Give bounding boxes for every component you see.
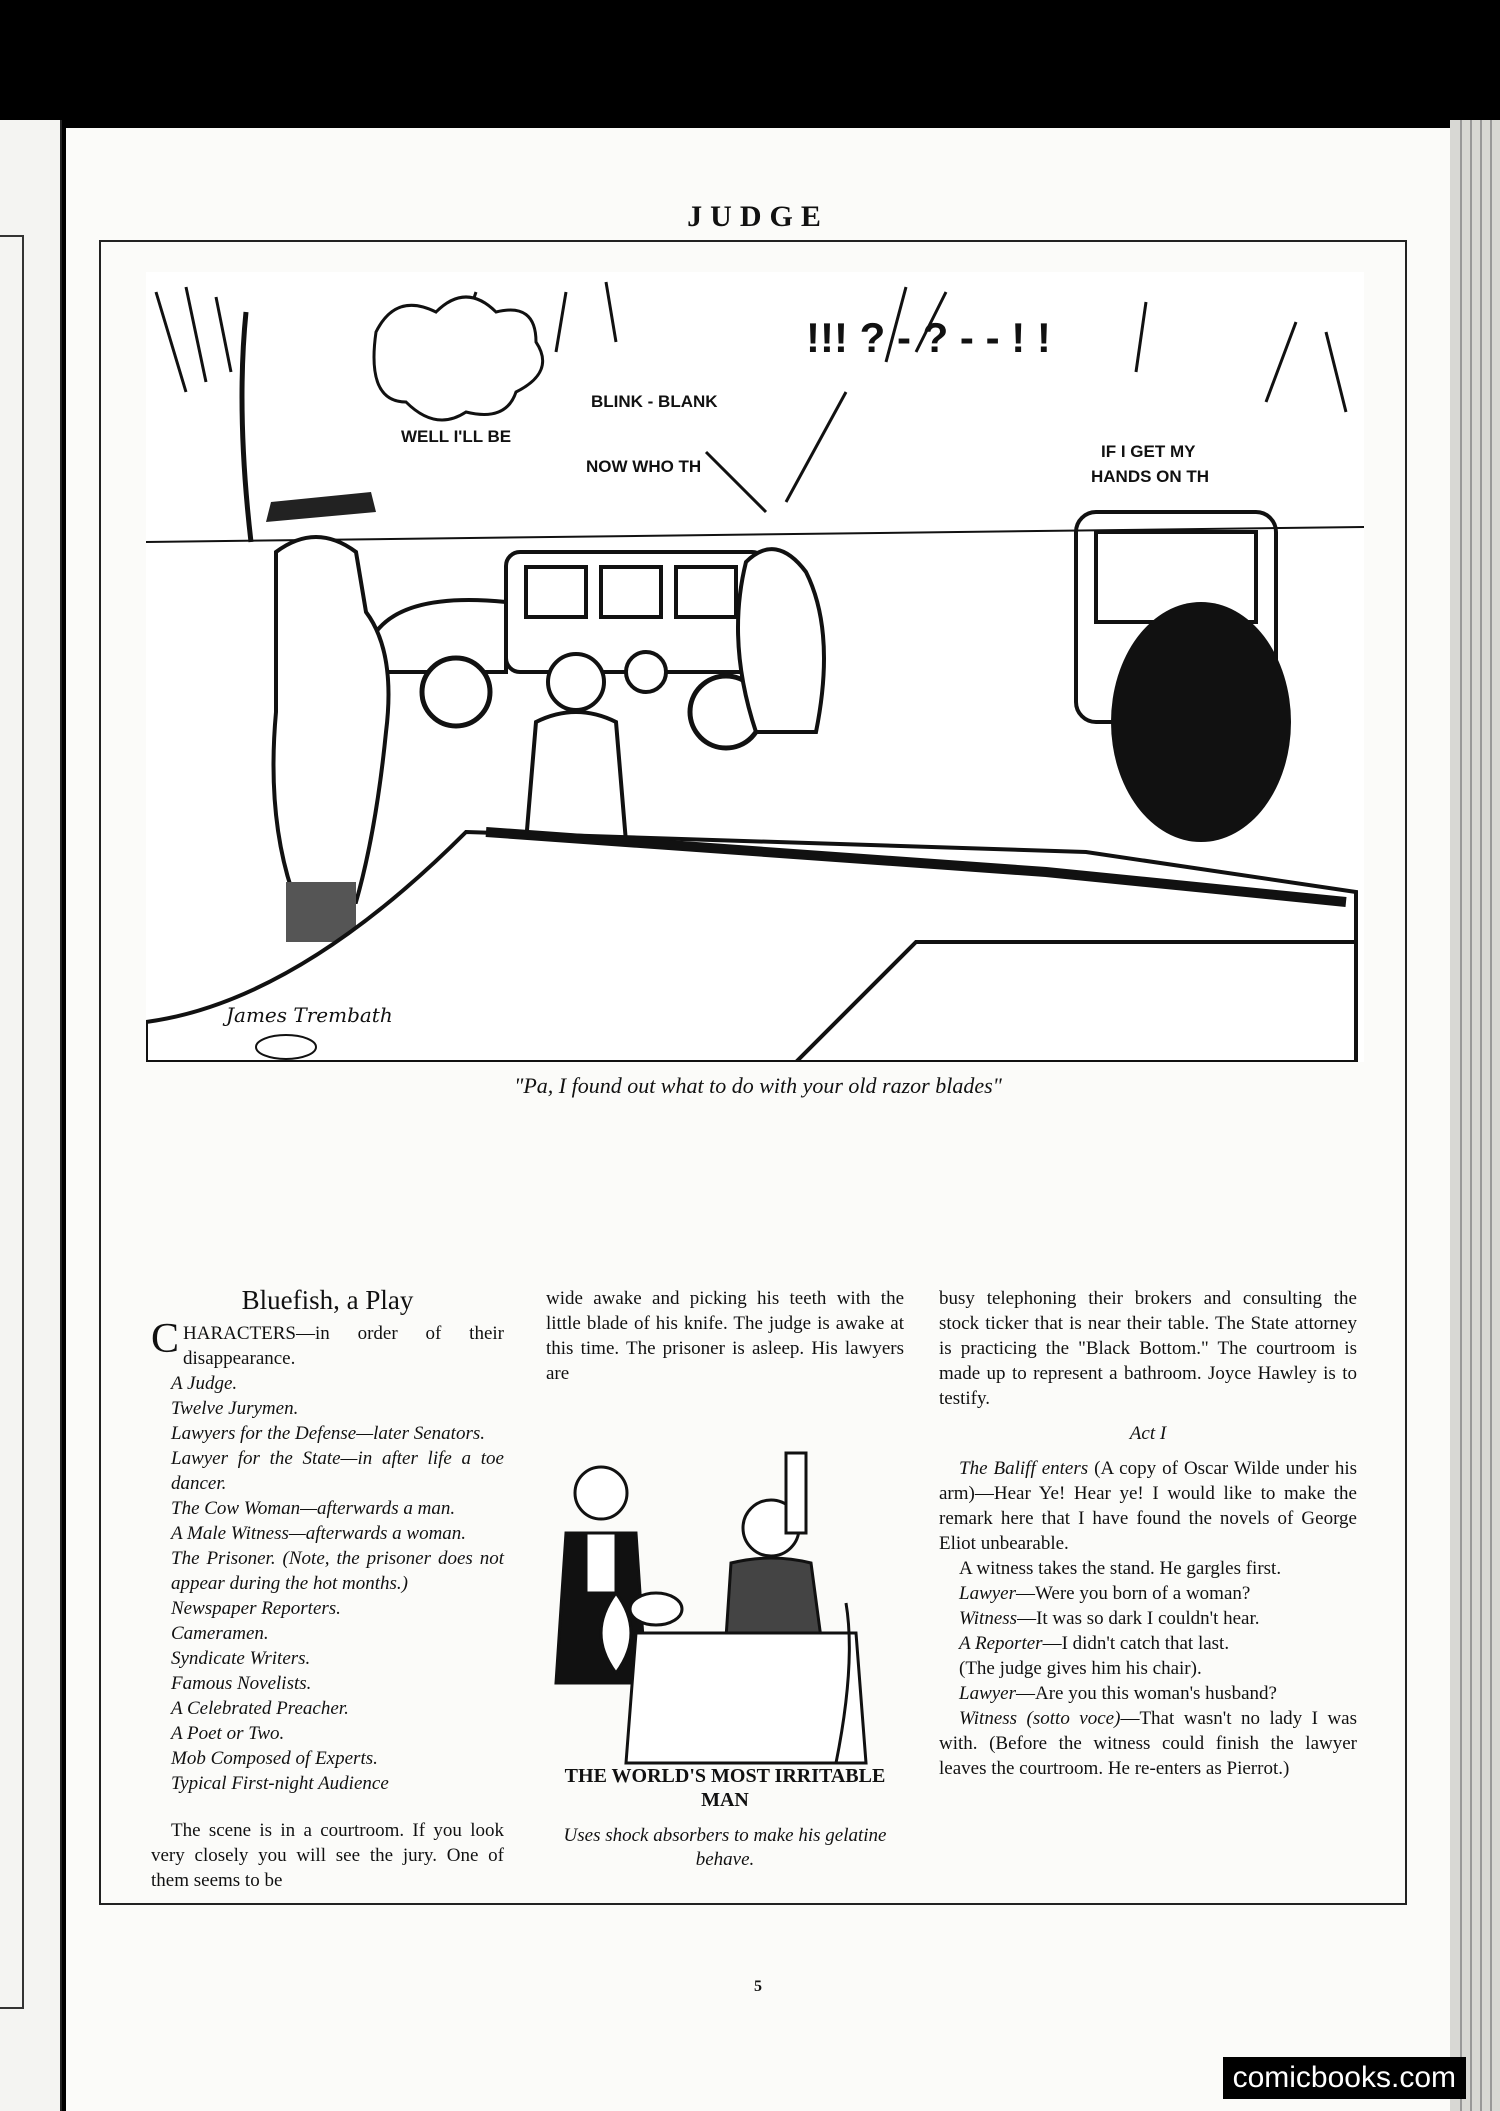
character-item: Lawyer for the State—in after life a toe dancer.	[171, 1448, 504, 1494]
dialogue-line	[939, 1456, 1357, 1556]
dialogue-line	[939, 1656, 1357, 1681]
character-item: A Poet or Two.	[171, 1723, 285, 1744]
character-item: Twelve Jurymen.	[171, 1398, 299, 1419]
svg-text:IF I GET MY: IF I GET MY	[1101, 442, 1196, 461]
dialogue-text: —That wasn't no lady I was with. (Before the witness could finish the lawyer leaves the courtroom. He re-enters as Pierrot.)	[939, 1708, 1358, 1779]
scene-paragraph-1: The scene is in a courtroom. If you look very closely you will see the jury. One of them seems to be	[151, 1820, 504, 1891]
dialogue-line	[939, 1581, 1357, 1606]
characters-lead: HARACTERS	[183, 1323, 296, 1344]
dialogue-line	[939, 1631, 1357, 1656]
dialogue-line	[939, 1556, 1357, 1581]
scene-paragraph-3: busy telephoning their brokers and consulting the stock ticker that is near their table. The State attorney is practicing the "Black Bottom." The courtroom is made up to represent a bathroom. Joyce Hawley is to testify.	[939, 1288, 1357, 1409]
dialogue-line	[939, 1606, 1357, 1631]
svg-text:!!! ? - ? - - ! !: !!! ? - ? - - ! !	[806, 314, 1051, 361]
dialogue-text: (A copy of Oscar Wilde under his arm)—Hear Ye! Hear ye! I would like to make the remark here that I have found the novels of George Eliot unbearable.	[939, 1458, 1358, 1554]
article-title: Bluefish, a Play	[241, 1285, 414, 1315]
scene-paragraph-2: wide awake and picking his teeth with the little blade of his knife. The judge is awake at this time. The prisoner is asleep. His lawyers are	[546, 1288, 904, 1384]
act-heading: Act I	[1129, 1423, 1167, 1444]
dialogue-line	[939, 1706, 1357, 1781]
site-watermark: comicbooks.com	[1223, 2057, 1466, 2099]
svg-text:BLINK - BLANK: BLINK - BLANK	[591, 392, 718, 411]
dialogue-speaker: The Baliff enters	[959, 1458, 1089, 1479]
character-item: A Male Witness—afterwards a woman.	[171, 1523, 467, 1544]
dialogue-text: —It was so dark I couldn't hear.	[1017, 1608, 1260, 1629]
street-cartoon	[146, 272, 1364, 1062]
character-item: The Cow Woman—afterwards a man.	[171, 1498, 456, 1519]
dialogue-text: A witness takes the stand. He gargles first.	[959, 1558, 1282, 1579]
dialogue-text: —I didn't catch that last.	[1042, 1633, 1230, 1654]
character-item: Syndicate Writers.	[171, 1648, 311, 1669]
character-item: Newspaper Reporters.	[171, 1598, 341, 1619]
character-item: A Judge.	[171, 1373, 238, 1394]
inset-title: THE WORLD'S MOST IRRITABLE MAN	[564, 1765, 886, 1811]
characters-intro	[151, 1316, 504, 1371]
inset-caption: Uses shock absorbers to make his gelatine behave.	[563, 1825, 887, 1870]
dialogue-speaker: Witness	[959, 1608, 1018, 1629]
magazine-header: JUDGE	[687, 200, 829, 233]
drop-cap: C	[151, 1316, 180, 1362]
svg-text:James Trembath: James Trembath	[226, 1003, 393, 1027]
character-item: Cameramen.	[171, 1623, 269, 1644]
right-page-edges	[1450, 120, 1500, 2111]
cartoon-caption: "Pa, I found out what to do with your old razor blades"	[514, 1073, 1002, 1098]
dialogue-speaker: Witness (sotto voce)	[959, 1708, 1121, 1729]
characters-rest: —in order of their disappearance.	[183, 1323, 504, 1369]
left-page-border	[0, 235, 24, 2009]
character-item: Lawyers for the Defense—later Senators.	[171, 1423, 486, 1444]
character-item: The Prisoner. (Note, the prisoner does not appear during the hot months.)	[171, 1548, 504, 1594]
page-number: 5	[754, 1978, 762, 1995]
irritable-man-illustration	[546, 1433, 904, 1768]
svg-text:NOW WHO TH: NOW WHO TH	[586, 457, 702, 476]
dialogue-line	[939, 1681, 1357, 1706]
dialogue-text: (The judge gives him his chair).	[959, 1658, 1202, 1679]
article-column-2	[546, 1286, 904, 1386]
svg-text:WELL I'LL BE: WELL I'LL BE	[401, 427, 512, 446]
article-column-1	[151, 1285, 504, 1893]
magazine-page	[66, 128, 1450, 2111]
dialogue-speaker: Lawyer	[959, 1583, 1016, 1604]
character-item: Famous Novelists.	[171, 1673, 312, 1694]
dialogue-speaker: A Reporter	[959, 1633, 1043, 1654]
left-page-edge	[0, 120, 62, 2111]
dialogue-speaker: Lawyer	[959, 1683, 1016, 1704]
dialogue-text: —Were you born of a woman?	[1016, 1583, 1251, 1604]
dialogue-text: —Are you this woman's husband?	[1016, 1683, 1277, 1704]
article-column-3	[939, 1286, 1357, 1781]
character-item: A Celebrated Preacher.	[171, 1698, 349, 1719]
svg-text:HANDS ON TH: HANDS ON TH	[1091, 467, 1210, 486]
dialogue-list	[939, 1456, 1357, 1781]
character-item: Typical First-night Audience	[171, 1773, 389, 1794]
character-item: Mob Composed of Experts.	[171, 1748, 378, 1769]
characters-list	[151, 1371, 504, 1796]
